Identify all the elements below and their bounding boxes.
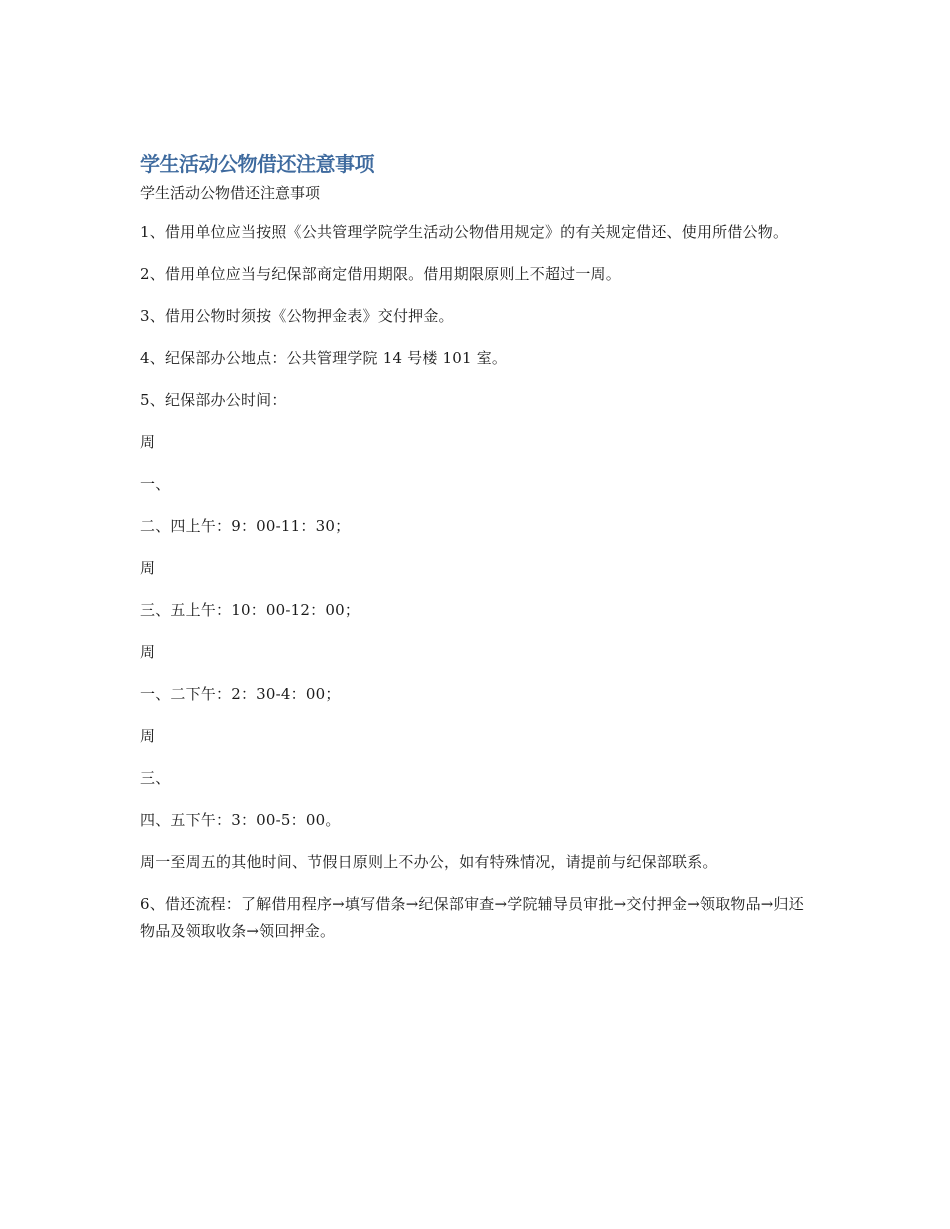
document-title: 学生活动公物借还注意事项 [140,152,374,176]
paragraph-schedule-line: 四、五下午：3：00-5：00。 [140,811,341,829]
paragraph-schedule-line: 三、五上午：10：00-12：00； [140,601,361,619]
paragraph-schedule-line: 周 [140,559,156,577]
document-page [140,148,810,960]
paragraph-rule-5: 5、纪保部办公时间： [140,391,287,409]
paragraph-schedule-line: 一、 [140,475,171,493]
paragraph-rule-1: 1、借用单位应当按照《公共管理学院学生活动公物借用规定》的有关规定借还、使用所借公物。 [140,223,789,241]
paragraph-schedule-line: 周 [140,643,156,661]
paragraph-rule-3: 3、借用公物时须按《公物押金表》交付押金。 [140,307,454,325]
paragraph-rule-6: 6、借还流程：了解借用程序→填写借条→纪保部审查→学院辅导员审批→交付押金→领取物品→归还物品及领取收条→领回押金。 [140,895,804,940]
paragraph-schedule-line: 二、四上午：9：00-11：30； [140,517,351,535]
paragraph-holiday-note: 周一至周五的其他时间、节假日原则上不办公，如有特殊情况，请提前与纪保部联系。 [140,853,718,871]
paragraph-schedule-line: 一、二下午：2：30-4：00； [140,685,341,703]
paragraph-rule-4: 4、纪保部办公地点：公共管理学院 14 号楼 101 室。 [140,349,508,367]
paragraph-schedule-line: 周 [140,433,156,451]
document-subtitle: 学生活动公物借还注意事项 [140,184,321,202]
paragraph-rule-2: 2、借用单位应当与纪保部商定借用期限。借用期限原则上不超过一周。 [140,265,621,283]
paragraph-schedule-line: 三、 [140,769,171,787]
paragraph-schedule-line: 周 [140,727,156,745]
